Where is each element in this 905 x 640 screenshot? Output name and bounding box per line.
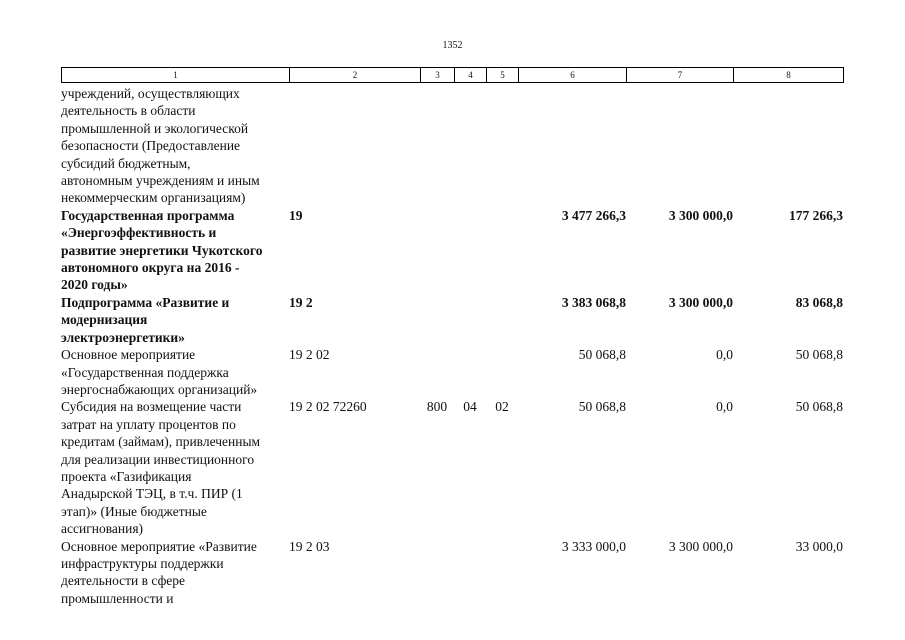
row-name xyxy=(61,85,289,207)
row-col7: 0,0 xyxy=(716,347,733,363)
row-name-line: энергоснабжающих организаций» xyxy=(61,381,258,397)
row-total: 50 068,8 xyxy=(578,399,626,415)
row-name-line: «Энергоэффективность и xyxy=(61,225,217,241)
row-pr xyxy=(486,538,518,608)
table-row xyxy=(61,346,843,398)
row-name-line: деятельности в сфере xyxy=(61,573,186,589)
row-rz xyxy=(454,85,486,207)
row-name-line: промышленности и xyxy=(61,590,174,606)
row-name-line: учреждений, осуществляющих xyxy=(61,86,240,101)
row-name-line: Государственная программа xyxy=(61,207,235,223)
row-name-line: развитие энергетики Чукотского xyxy=(61,242,263,258)
row-name-line: модернизация xyxy=(61,312,148,328)
row-col7: 0,0 xyxy=(716,399,733,415)
row-name-line: ассигнования) xyxy=(61,521,144,537)
table-row xyxy=(61,294,843,346)
row-vr xyxy=(420,207,454,294)
column-header-2: 2 xyxy=(290,68,421,83)
row-code xyxy=(289,85,420,207)
row-col8: 50 068,8 xyxy=(795,347,843,363)
row-pr: 02 xyxy=(495,399,509,415)
row-name-line: безопасности (Предоставление xyxy=(61,138,241,154)
column-header-8: 8 xyxy=(734,68,844,83)
row-pr xyxy=(486,207,518,294)
row-code: 19 2 xyxy=(289,294,313,310)
budget-table-body xyxy=(61,85,843,607)
row-vr xyxy=(420,538,454,608)
row-name-line: автономным учреждениям и иным xyxy=(61,173,260,189)
row-vr xyxy=(420,85,454,207)
row-name-line: Основное мероприятие xyxy=(61,347,196,363)
row-rz xyxy=(454,207,486,294)
table-row xyxy=(61,398,843,537)
row-rz xyxy=(454,346,486,398)
column-header-3: 3 xyxy=(421,68,455,83)
row-name-line: затрат на уплату процентов по xyxy=(61,416,236,432)
column-header-4: 4 xyxy=(455,68,487,83)
row-col8: 50 068,8 xyxy=(795,399,843,415)
row-col7: 3 300 000,0 xyxy=(668,538,733,554)
row-name xyxy=(61,207,289,294)
row-col7: 3 300 000,0 xyxy=(668,207,733,223)
row-total: 3 383 068,8 xyxy=(561,294,626,310)
row-name-line: инфраструктуры поддержки xyxy=(61,555,224,571)
column-number-header xyxy=(61,67,844,83)
row-name-line: деятельность в области xyxy=(61,103,196,119)
row-col7: 3 300 000,0 xyxy=(668,294,733,310)
column-header-7: 7 xyxy=(627,68,734,83)
table-row xyxy=(61,85,843,207)
row-total: 3 333 000,0 xyxy=(561,538,626,554)
row-name-line: автономного округа на 2016 - xyxy=(61,260,240,276)
row-vr xyxy=(420,346,454,398)
row-name-line: проекта «Газификация xyxy=(61,468,192,484)
row-name-line: «Государственная поддержка xyxy=(61,364,229,380)
row-name-line: электроэнергетики» xyxy=(61,329,185,345)
row-rz xyxy=(454,538,486,608)
column-header-6: 6 xyxy=(519,68,627,83)
row-rz xyxy=(454,294,486,346)
table-row xyxy=(61,207,843,294)
row-col8 xyxy=(733,85,843,207)
row-name-line: Анадырской ТЭЦ, в т.ч. ПИР (1 xyxy=(61,486,243,502)
row-col7 xyxy=(626,85,733,207)
row-vr xyxy=(420,294,454,346)
row-total xyxy=(518,85,626,207)
row-col8: 83 068,8 xyxy=(795,294,843,310)
row-name xyxy=(61,294,289,346)
row-code: 19 2 02 72260 xyxy=(289,399,367,415)
row-total: 3 477 266,3 xyxy=(561,207,626,223)
row-name-line: 2020 годы» xyxy=(61,277,128,293)
column-header-1: 1 xyxy=(62,68,290,83)
row-rz: 04 xyxy=(463,399,477,415)
row-name-line: для реализации инвестиционного xyxy=(61,451,255,467)
row-code: 19 2 02 xyxy=(289,347,330,363)
row-name xyxy=(61,346,289,398)
row-vr: 800 xyxy=(426,399,448,415)
row-name-line: кредитам (займам), привлеченным xyxy=(61,434,261,450)
row-col8: 33 000,0 xyxy=(795,538,843,554)
row-code: 19 2 03 xyxy=(289,538,330,554)
row-name-line: Субсидия на возмещение части xyxy=(61,399,242,415)
table-row xyxy=(61,538,843,608)
row-pr xyxy=(486,294,518,346)
row-name xyxy=(61,538,289,608)
row-name xyxy=(61,398,289,537)
row-pr xyxy=(486,346,518,398)
row-name-line: Подпрограмма «Развитие и xyxy=(61,294,230,310)
page-number: 1352 xyxy=(442,40,463,51)
row-name-line: некоммерческим организациям) xyxy=(61,190,246,206)
row-pr xyxy=(486,85,518,207)
row-name-line: Основное мероприятие «Развитие xyxy=(61,538,257,554)
row-col8: 177 266,3 xyxy=(789,207,843,223)
row-code: 19 xyxy=(289,207,303,223)
row-name-line: этап)» (Иные бюджетные xyxy=(61,503,207,519)
column-header-5: 5 xyxy=(487,68,519,83)
row-name-line: субсидий бюджетным, xyxy=(61,155,191,171)
row-total: 50 068,8 xyxy=(578,347,626,363)
row-name-line: промышленной и экологической xyxy=(61,120,249,136)
